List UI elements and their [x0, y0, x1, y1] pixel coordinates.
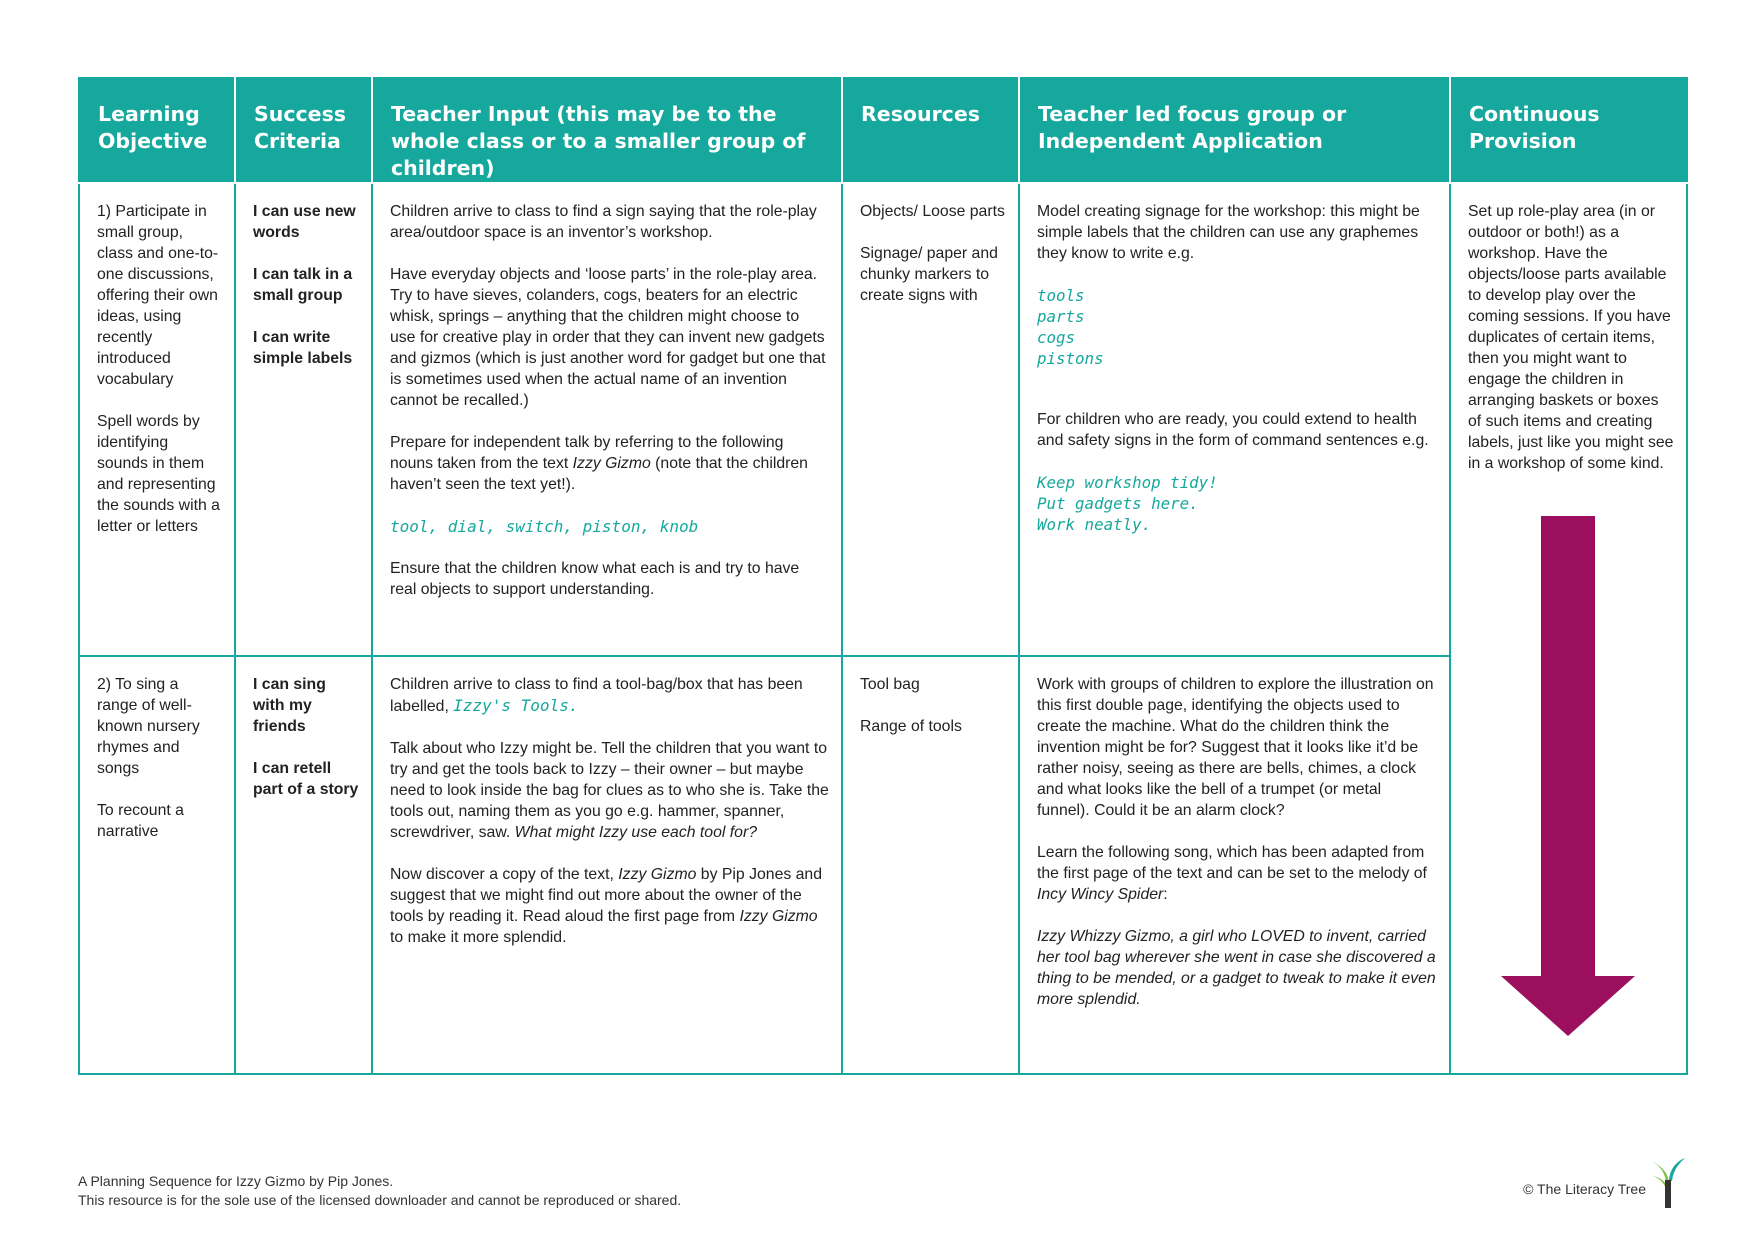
success-cell: [235, 656, 372, 1074]
song-lyrics: Izzy Whizzy Gizmo, a girl who LOVED to invent, carried her tool bag wherever she went in case she discovered a thing to be mended, or a gadget to tweak to make it even more splendid.: [1037, 928, 1436, 1009]
focus-paragraph: For children who are ready, you could extend to health and safety signs in the form of command sentences e.g.: [1037, 411, 1429, 449]
label-word: pistons: [1037, 349, 1104, 368]
handwritten-label: Izzy's Tools.: [453, 696, 579, 716]
provision-text: Set up role-play area (in or outdoor or both!) as a workshop. Have the objects/loose parts available to develop play over the coming sessions. If you have duplicates of certain items, then you might want to engage the children in arranging baskets or boxes of such items and creating labels, just like you might see in a workshop of some kind.: [1468, 203, 1674, 472]
objective-cell: [79, 183, 235, 656]
input-paragraph: Children arrive to class to find a sign saying that the role-play area/outdoor space is an inventor’s workshop.: [390, 203, 817, 241]
table-row: [79, 183, 1687, 656]
down-arrow-icon: [1501, 516, 1635, 1036]
footer-notice: [78, 1172, 681, 1210]
success-cell: [235, 183, 372, 656]
objective-text: 1) Participate in small group, class and one-to-one discussions, offering their own ideas, using recently introduced vocabulary: [97, 203, 219, 388]
handwritten-nouns: tool, dial, switch, piston, knob: [390, 517, 699, 536]
book-title: Izzy Gizmo: [739, 908, 818, 926]
input-paragraph: Now discover a copy of the text, Izzy Gizmo by Pip Jones and suggest that we might find out more about the owner of the tools by reading it. Read aloud the first page from Izzy Gizmo to make it more splendid.: [390, 866, 823, 947]
header-focus-group: Teacher led focus group or Independent Application: [1019, 78, 1450, 183]
input-paragraph: Ensure that the children know what each is and try to have real objects to support understanding.: [390, 560, 800, 598]
objective-text: Spell words by identifying sounds in them and representing the sounds with a letter or letters: [97, 413, 220, 535]
handwritten-labels: [1037, 285, 1437, 369]
footer-line: This resource is for the sole use of the licensed downloader and cannot be reproduced or shared.: [78, 1192, 682, 1208]
success-criterion: I can retell part of a story: [253, 760, 359, 799]
resources-cell: [842, 183, 1019, 656]
song-title: Incy Wincy Spider: [1037, 886, 1164, 904]
objective-cell: [79, 656, 235, 1074]
objective-text: To recount a narrative: [97, 802, 184, 841]
resource-item: Objects/ Loose parts: [860, 203, 1005, 220]
objective-text: 2) To sing a range of well-known nursery rhymes and songs: [97, 676, 200, 778]
book-title: Izzy Gizmo: [572, 455, 651, 472]
resources-cell: [842, 656, 1019, 1074]
label-word: cogs: [1037, 328, 1076, 347]
question-text: What might Izzy use each tool for?: [514, 824, 757, 842]
copyright-text: © The Literacy Tree: [1523, 1181, 1646, 1197]
resource-item: Tool bag: [860, 676, 920, 694]
command-sentence: Put gadgets here.: [1037, 494, 1199, 513]
input-paragraph: Children arrive to class to find a tool-bag/box that has been labelled, Izzy's Tools.: [390, 676, 803, 716]
focus-paragraph: Work with groups of children to explore the illustration on this first double page, identifying the objects used to create the machine. What do the children think the invention might be for? Suggest that it looks like it’d be rather noisy, seeing as there are bells, chimes, a clock and what looks like the bell of a trumpet (or metal funnel). Could it be an alarm clock?: [1037, 676, 1434, 820]
header-row: [79, 78, 1687, 183]
header-resources: Resources: [842, 78, 1019, 183]
header-learning-objective: Learning Objective: [79, 78, 235, 183]
input-paragraph: Prepare for independent talk by referring to the following nouns taken from the text Izzy Gizmo (note that the children haven’t seen the text yet!).: [390, 434, 808, 493]
success-criterion: I can write simple labels: [253, 329, 353, 367]
resource-item: Range of tools: [860, 718, 962, 736]
planning-table: [78, 77, 1688, 1075]
footer-line: A Planning Sequence for Izzy Gizmo by Pip Jones.: [78, 1173, 394, 1189]
command-sentence: Keep workshop tidy!: [1037, 473, 1218, 492]
success-criterion: I can use new words: [253, 203, 356, 241]
provision-cell: [1450, 183, 1687, 1074]
label-word: tools: [1037, 286, 1085, 305]
command-sentence: Work neatly.: [1037, 515, 1152, 534]
success-criterion: I can sing with my friends: [253, 676, 326, 736]
focus-paragraph: Learn the following song, which has been adapted from the first page of the text and can be set to the melody of Incy Wincy Spider:: [1037, 844, 1427, 904]
literacy-tree-logo-icon: [1645, 1156, 1689, 1208]
success-criterion: I can talk in a small group: [253, 266, 353, 304]
header-teacher-input: Teacher Input (this may be to the whole class or to a smaller group of children): [372, 78, 842, 183]
focus-paragraph: Model creating signage for the workshop: this might be simple labels that the children can use any graphemes they know to write e.g.: [1037, 203, 1420, 262]
teacher-input-cell: [372, 183, 842, 656]
book-title: Izzy Gizmo: [618, 866, 697, 884]
teacher-input-cell: [372, 656, 842, 1074]
header-continuous-provision: Continuous Provision: [1450, 78, 1687, 183]
resource-item: Signage/ paper and chunky markers to create signs with: [860, 245, 998, 304]
focus-group-cell: [1019, 656, 1450, 1074]
input-paragraph: Have everyday objects and ‘loose parts’ in the role-play area. Try to have sieves, colanders, cogs, beaters for an electric whisk, springs – anything that the children might choose to use for creative play in order that they can invent new gadgets and gizmos (which is just another word for gadget but one that is sometimes used when the actual name of an invention cannot be recalled.): [390, 266, 826, 409]
table-row: [79, 656, 1687, 1074]
header-success-criteria: Success Criteria: [235, 78, 372, 183]
handwritten-commands: [1037, 472, 1437, 535]
input-paragraph: Talk about who Izzy might be. Tell the children that you want to try and get the tools back to Izzy – their owner – but maybe need to look inside the bag for clues as to who she is. Take the tools out, naming them as you go e.g. hammer, spanner, screwdriver, saw. What might Izzy use each tool for?: [390, 740, 829, 842]
label-word: parts: [1037, 307, 1085, 326]
focus-group-cell: [1019, 183, 1450, 656]
